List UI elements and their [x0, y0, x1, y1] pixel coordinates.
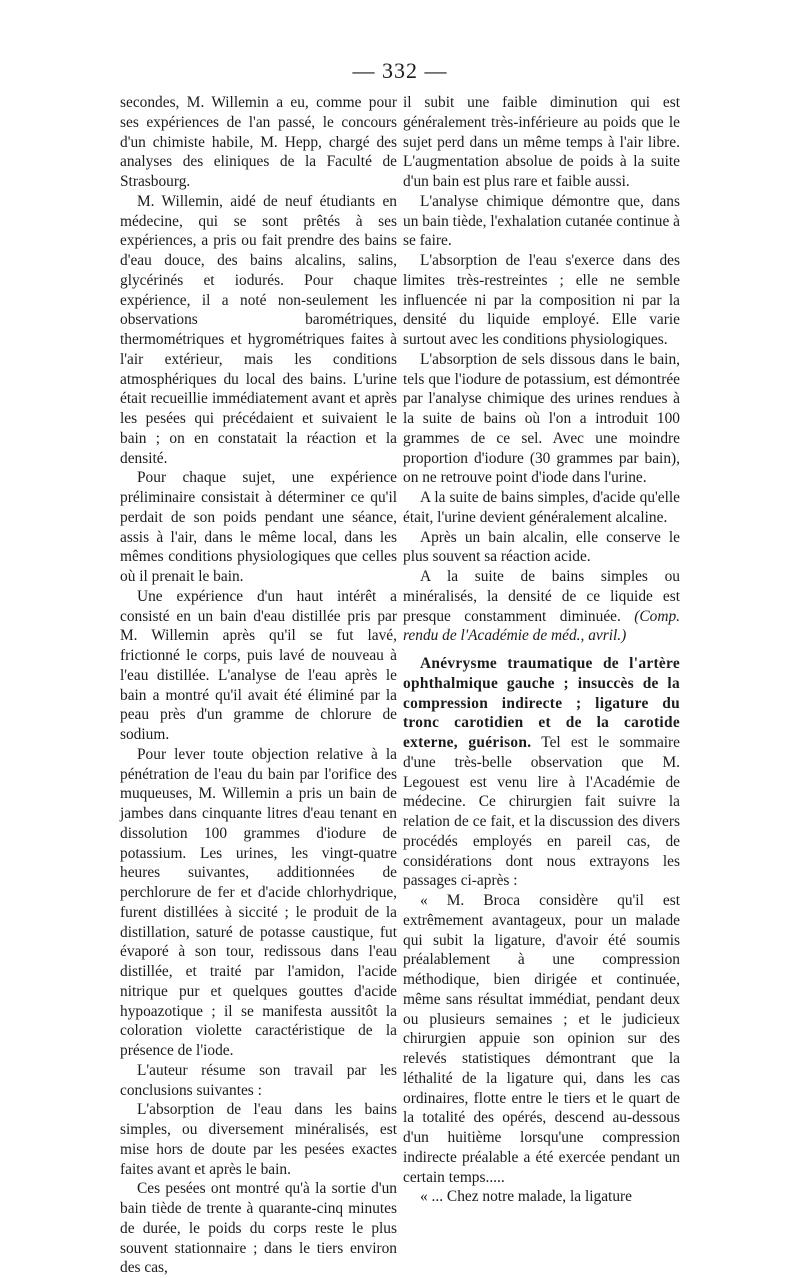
quote-paragraph: « ... Chez notre malade, la ligature: [420, 1188, 632, 1206]
article-heading: Anévrysme traumatique de l'artère ophthalmique gauche ; insuccès de la compression indirecte ; ligature du tronc carotidien et de la carotide externe, guérison.: [403, 655, 680, 751]
paragraph: Ces pesées ont montré qu'à la sortie d'un bain tiède de trente à quarante-cinq minutes de durée, le poids du corps reste le plus souvent stationnaire ; dans le tiers environ des cas,: [120, 1180, 397, 1277]
page-number: — 332 —: [352, 58, 448, 83]
paragraph: secondes, M. Willemin a eu, comme pour ses expériences de l'an passé, le concours d'un chimiste habile, M. Hepp, chargé des analyses des eliniques de la Faculté de Strasbourg.: [120, 94, 397, 190]
paragraph: Une expérience d'un haut intérêt a consisté en un bain d'eau distillée pris par M. Willemin après qu'il se fut lavé, frictionné le corps, puis lavé de nouveau à l'eau distillée. L'analyse de l'eau après le bain a montré qu'il avait été éliminé par la peau près d'un gramme de chlorure de sodium.: [120, 587, 397, 743]
paragraph: L'absorption de l'eau dans les bains simples, ou diversement minéralisés, est mise hors de doute par les pesées exactes faites avant et après le bain.: [120, 1101, 397, 1178]
paragraph: il subit une faible diminution qui est généralement très-inférieure au poids que le sujet perd dans un même temps à l'air libre. L'augmentation absolue de poids à la suite d'un bain est plus rare et faible aussi.: [403, 94, 680, 190]
right-column: [403, 93, 680, 1207]
paragraph: L'absorption de l'eau s'exerce dans des limites très-restreintes ; elle ne semble influencée ni par la composition ni par la densité du liquide employé. Elle varie surtout avec les conditions physiologiques.: [403, 252, 680, 348]
paragraph: M. Willemin, aidé de neuf étudiants en médecine, qui se sont prêtés à ses expériences, a pris ou fait prendre des bains d'eau douce, des bains alcalins, salins, glycérinés et iodurés. Pour chaque expérience, il a noté non-seulement les observations barométriques, thermométriques et hygrométriques faites à l'air extérieur, mais les conditions atmosphériques du local des bains. L'urine était recueillie immédiatement avant et après les pesées qui précédaient et suivaient le bain ; on en constatait la réaction et la densité.: [120, 192, 397, 467]
paragraph: [403, 567, 680, 646]
paragraph: L'auteur résume son travail par les conclusions suivantes :: [120, 1061, 397, 1099]
paragraph-text: A la suite de bains simples ou minéralisés, la densité de ce liquide est presque constamment diminuée.: [403, 568, 680, 625]
paragraph: Après un bain alcalin, elle conserve le plus souvent sa réaction acide.: [403, 528, 680, 566]
citation: (Comp. rendu de l'Académie de méd., avril.): [403, 607, 680, 645]
paragraph: A la suite de bains simples, d'acide qu'elle était, l'urine devient généralement alcaline.: [403, 489, 680, 526]
article-intro: Tel est le sommaire d'une très-belle observation que M. Legouest est venu lire à l'Académie de médecine. Ce chirurgien fait suivre la relation de ce fait, et la discussion des divers procédés employés en pareil cas, de considérations dont nous extrayons les passages ci-après :: [403, 734, 681, 890]
quote-paragraph: « M. Broca considère qu'il est extrêmement avantageux, pour un malade qui subit la ligature, d'avoir été soumis préalablement à une compression méthodique, bien dirigée et continuée, même sans résultat immédiat, pendant deux ou plusieurs semaines ; et le judicieux chirurgien appuie son opinion sur des relevés statistiques démontrant que la léthalité de la ligature qui, dans les cas ordinaires, flotte entre le tiers et le quart de la totalité des opérés, descend au-dessous d'un huitième lorsqu'une compression indirecte préalable a été exercée pendant un certain temps.....: [403, 892, 680, 1186]
article-paragraph: [403, 654, 680, 891]
left-column: [120, 93, 397, 1278]
paragraph: L'analyse chimique démontre que, dans un bain tiède, l'exhalation cutanée continue à se faire.: [403, 192, 680, 250]
paragraph: Pour chaque sujet, une expérience préliminaire consistait à déterminer ce qu'il perdait de son poids pendant une séance, assis à l'air, dans le même local, dans les mêmes conditions physiologiques que celles où il prenait le bain.: [120, 469, 397, 585]
paragraph: L'absorption de sels dissous dans le bain, tels que l'iodure de potassium, est démontrée par l'analyse chimique des urines rendues à la suite de bains où l'on a introduit 100 grammes de ce sel. Avec une moindre proportion d'iodure (30 grammes par bain), on ne retrouve point d'iode dans l'urine.: [403, 350, 680, 487]
paragraph: Pour lever toute objection relative à la pénétration de l'eau du bain par l'orifice des muqueuses, M. Willemin a pris un bain de jambes dans cinquante litres d'eau tenant en dissolution 100 grammes d'iodure de potassium. Les urines, les vingt-quatre heures suivantes, additionnées de perchlorure de fer et d'acide chlorhydrique, furent distillées à siccité ; le produit de la distillation, saturé de potasse caustique, fut évaporé à son tour, redissous dans l'eau distillée, et traité par l'amidon, l'acide nitrique pur et quelques gouttes d'acide hypoazotique ; il se manifesta aussitôt la coloration violette caractéristique de la présence de l'iode.: [120, 745, 397, 1059]
